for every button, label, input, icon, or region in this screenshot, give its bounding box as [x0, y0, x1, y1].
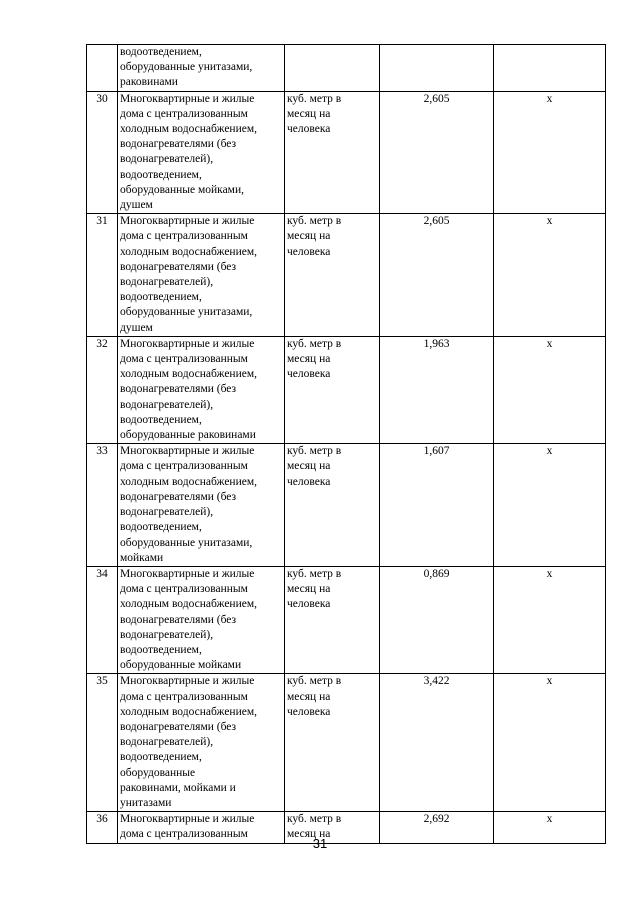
not-applicable-cell: х	[494, 812, 606, 843]
description-line: дома с централизованным	[120, 230, 248, 243]
description-line: холодным водоснабжением,	[120, 705, 258, 718]
description-line: водонагревателей),	[120, 506, 214, 519]
dwelling-description-cell	[118, 91, 285, 214]
unit-line: месяц на	[287, 690, 331, 703]
description-line: Многоквартирные и жилые	[120, 215, 255, 228]
unit-line: человека	[287, 705, 331, 718]
description-line: раковинами, мойками и	[120, 781, 236, 794]
not-applicable-cell: х	[494, 214, 606, 337]
unit-line: месяц на	[287, 230, 331, 243]
row-number-cell: 35	[87, 674, 118, 812]
norm-value-cell: 1,963	[380, 336, 494, 443]
unit-line: месяц на	[287, 583, 331, 596]
description-line: оборудованные мойками,	[120, 183, 244, 196]
table-body	[87, 45, 606, 844]
description-line: дома с централизованным	[120, 690, 248, 703]
description-line: водонагревателей),	[120, 736, 214, 749]
description-line: унитазами	[120, 796, 172, 809]
description-line: водоотведением,	[120, 643, 202, 656]
norm-value-cell: 2,605	[380, 214, 494, 337]
description-line: водоотведением,	[120, 46, 202, 58]
not-applicable-cell	[494, 45, 606, 92]
description-line: водонагревателями (без	[120, 720, 237, 733]
row-number-cell	[87, 45, 118, 92]
description-line: оборудованные унитазами,	[120, 61, 253, 74]
description-line: Многоквартирные и жилые	[120, 675, 255, 688]
table-row	[87, 444, 606, 567]
unit-line: месяц на	[287, 460, 331, 473]
norm-value-cell: 0,869	[380, 566, 494, 673]
description-line: водоотведением,	[120, 168, 202, 181]
page-number: 31	[312, 836, 328, 851]
unit-cell	[285, 566, 380, 673]
description-line: Многоквартирные и жилые	[120, 813, 255, 826]
description-line: водонагревателями (без	[120, 260, 237, 273]
description-line: холодным водоснабжением,	[120, 245, 258, 258]
description-line: водонагревателей),	[120, 153, 214, 166]
row-number-cell: 31	[87, 214, 118, 337]
description-line: оборудованные раковинами	[120, 429, 256, 442]
description-line: Многоквартирные и жилые	[120, 92, 255, 105]
unit-cell	[285, 45, 380, 92]
description-line: водонагревателями (без	[120, 490, 237, 503]
norm-value-cell: 3,422	[380, 674, 494, 812]
dwelling-description-cell	[118, 45, 285, 92]
not-applicable-cell: х	[494, 336, 606, 443]
unit-cell	[285, 91, 380, 214]
unit-line: человека	[287, 475, 331, 488]
norm-value-cell	[380, 45, 494, 92]
description-line: водонагревателями (без	[120, 613, 237, 626]
unit-line: человека	[287, 123, 331, 136]
description-line: водонагревателей),	[120, 276, 214, 289]
unit-line: куб. метр в	[287, 567, 342, 580]
description-line: оборудованные унитазами,	[120, 536, 253, 549]
dwelling-description-cell	[118, 444, 285, 567]
description-line: дома с централизованным	[120, 460, 248, 473]
table-row	[87, 214, 606, 337]
not-applicable-cell: х	[494, 444, 606, 567]
description-line: холодным водоснабжением,	[120, 123, 258, 136]
description-line: оборудованные унитазами,	[120, 306, 253, 319]
unit-cell	[285, 444, 380, 567]
unit-line: куб. метр в	[287, 813, 342, 826]
unit-line: куб. метр в	[287, 92, 342, 105]
unit-line: человека	[287, 598, 331, 611]
description-line: водонагревателей),	[120, 398, 214, 411]
row-number-cell: 34	[87, 566, 118, 673]
table-row	[87, 45, 606, 92]
description-line: дома с централизованным	[120, 583, 248, 596]
unit-line: куб. метр в	[287, 675, 342, 688]
unit-cell	[285, 214, 380, 337]
description-line: дома с централизованным	[120, 107, 248, 120]
table-row	[87, 336, 606, 443]
unit-line: куб. метр в	[287, 337, 342, 350]
description-line: дома с централизованным	[120, 828, 248, 841]
norm-value-cell: 1,607	[380, 444, 494, 567]
norm-value-cell: 2,605	[380, 91, 494, 214]
description-line: холодным водоснабжением,	[120, 598, 258, 611]
description-line: душем	[120, 199, 153, 212]
description-line: водонагревателями (без	[120, 138, 237, 151]
unit-line: месяц на	[287, 353, 331, 366]
description-line: водоотведением,	[120, 413, 202, 426]
row-number-cell: 33	[87, 444, 118, 567]
unit-line: человека	[287, 245, 331, 258]
norm-value-cell: 2,692	[380, 812, 494, 843]
description-line: водоотведением,	[120, 521, 202, 534]
table-row	[87, 566, 606, 673]
dwelling-description-cell	[118, 566, 285, 673]
description-line: оборудованные	[120, 766, 196, 779]
row-number-cell: 32	[87, 336, 118, 443]
description-line: душем	[120, 321, 153, 334]
description-line: дома с централизованным	[120, 353, 248, 366]
description-line: водонагревателей),	[120, 628, 214, 641]
dwelling-description-cell	[118, 674, 285, 812]
description-line: холодным водоснабжением,	[120, 368, 258, 381]
row-number-cell: 30	[87, 91, 118, 214]
description-line: Многоквартирные и жилые	[120, 567, 255, 580]
not-applicable-cell: х	[494, 674, 606, 812]
unit-line: куб. метр в	[287, 215, 342, 228]
table-row	[87, 91, 606, 214]
consumption-norms-table	[86, 44, 606, 844]
dwelling-description-cell	[118, 214, 285, 337]
row-number-cell: 36	[87, 812, 118, 843]
not-applicable-cell: х	[494, 566, 606, 673]
description-line: водоотведением,	[120, 291, 202, 304]
dwelling-description-cell	[118, 336, 285, 443]
unit-line: месяц на	[287, 107, 331, 120]
unit-cell	[285, 336, 380, 443]
unit-line: человека	[287, 368, 331, 381]
description-line: Многоквартирные и жилые	[120, 445, 255, 458]
unit-line: куб. метр в	[287, 445, 342, 458]
description-line: Многоквартирные и жилые	[120, 337, 255, 350]
unit-line: месяц на	[287, 828, 331, 841]
description-line: раковинами	[120, 76, 178, 89]
description-line: мойками	[120, 551, 164, 564]
not-applicable-cell: х	[494, 91, 606, 214]
description-line: холодным водоснабжением,	[120, 475, 258, 488]
description-line: водоотведением,	[120, 751, 202, 764]
description-line: оборудованные мойками	[120, 659, 242, 672]
description-line: водонагревателями (без	[120, 383, 237, 396]
unit-cell	[285, 674, 380, 812]
table-row	[87, 674, 606, 812]
